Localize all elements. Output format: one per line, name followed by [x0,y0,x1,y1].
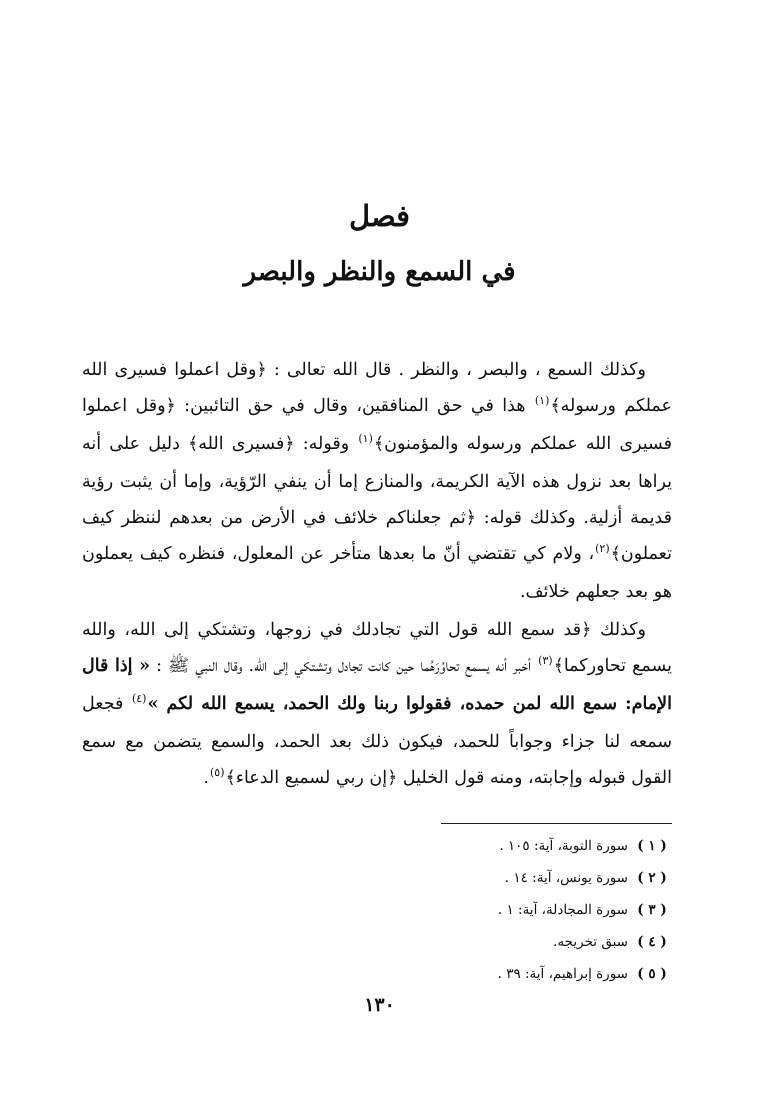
footnote-text: سورة يونس، آية: ١٤ . [504,870,628,886]
footnote-ref: (١) [534,394,550,407]
footnote-ref: (٤) [131,692,147,705]
chapter-title: فصل [349,199,410,233]
paragraph [82,352,672,610]
text-segment: أخبر أنه يسمع تحاوُرَهُما حين كانت تجادل وتشتكي إلى الله. وقال النبي ﷺ : [150,656,538,676]
footnote-number: ( ٤ ) [637,934,667,950]
footnote-number: ( ١ ) [637,838,667,854]
footnote-text: سبق تخريجه. [553,934,628,950]
chapter-subtitle: في السمع والنظر والبصر [243,257,516,287]
text-segment: وكذلك السمع ، والبصر ، والنظر . قال الله تعالى : ﴿وقل اعملوا فسيرى الله عملكم ورسوله﴾ [82,360,672,416]
text-segment: هذا في حق المنافقين، وقال في حق التائبين: ﴿وقل اعملوا فسيرى الله عملكم ورسوله والمؤمنون﴾ [82,396,672,454]
footnote-number: ( ٢ ) [637,870,667,886]
footnote-item [300,830,676,862]
footnote-text: سورة إبراهيم، آية: ٣٩ . [497,966,628,982]
paragraph [82,612,672,798]
page-number: ١٣٠ [364,994,395,1016]
footnote-item [300,862,676,894]
footnote-number: ( ٣ ) [637,902,667,918]
text-segment: وقوله: ﴿فسيرى الله﴾ دليل على أنه يراها بعد نزول هذه الآية الكريمة، والمنازع إما أن ينفي الرّؤية، وإما أن يثبت رؤية قديمة أزلية. وكذلك قوله: ﴿ثم جعلناكم خلائف في الأرض من بعدهم لننظر كيف تعملون﴾ [82,434,672,564]
footnotes-list [300,830,676,990]
text-segment: ، ولام كي تقتضي أنّ ما بعدها متأخر عن المعلول، فنظره كيف يعملون هو بعد جعلهم خلائف. [82,544,672,602]
text-segment: وكذلك ﴿قد سمع الله قول التي تجادلك في زوجها، وتشتكي إلى الله، والله يسمع تحاوركما﴾ [82,620,672,676]
footnote-text: سورة المجادلة، آية: ١ . [497,902,628,918]
footnote-number: ( ٥ ) [637,966,667,982]
footnote-item [300,958,676,990]
footnote-ref: (١) [358,432,373,445]
footnote-ref: (٢) [595,542,610,555]
footnote-ref: (٥) [209,766,225,779]
text-segment: فجعل سمعه لنا جزاء وجواباً للحمد، فيكون ذلك بعد الحمد، والسمع يتضمن مع سمع القول قبوله وإجابته، ومنه قول الخليل ﴿إن ربي لسميع الدعاء﴾ [82,694,672,788]
footnote-item [300,894,676,926]
footnote-ref: (٣) [538,654,553,667]
hadith-quote: « إذا قال الإمام: سمع الله لمن حمده، فقولوا ربنا ولك الحمد، يسمع الله لكم » [82,656,673,714]
footnote-item [300,926,676,958]
body-text [82,352,672,798]
footnote-divider [441,823,672,824]
footnote-text: سورة التوبة، آية: ١٠٥ . [499,838,628,854]
text-segment: . [203,768,209,788]
